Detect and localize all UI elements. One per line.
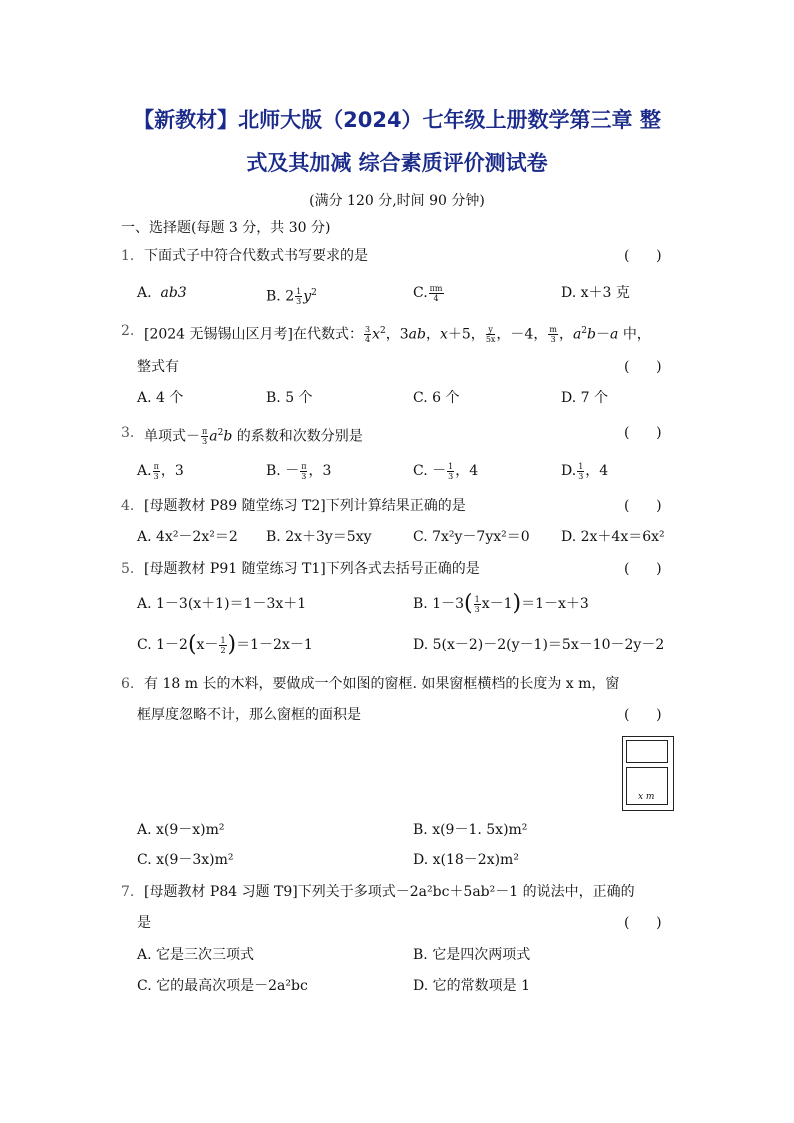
question-5-stem: [母题教材 P91 随堂练习 T1]下列各式去括号正确的是: [144, 561, 480, 577]
answer-blank-4: ( ): [624, 498, 662, 514]
question-1-number: 1.: [121, 248, 135, 264]
question-7-number: 7.: [121, 884, 135, 900]
question-2-number: 2.: [121, 323, 135, 339]
q7-option-d: D. 它的常数项是 1: [413, 978, 530, 994]
question-5-number: 5.: [121, 561, 135, 577]
question-6-stem-continued: 框厚度忽略不计，那么窗框的面积是: [137, 707, 361, 723]
question-7-stem-continued: 是: [137, 915, 151, 931]
answer-blank-6: ( ): [624, 707, 662, 723]
answer-blank-2: ( ): [624, 359, 662, 375]
q3-option-b: B. － $\frac{\pi}{3}$ ，3: [266, 461, 332, 481]
q5-option-d: D. 5(x－2)－2(y－1)＝5x－10－2y－2: [413, 637, 665, 653]
answer-blank-5: ( ): [624, 561, 662, 577]
question-6-number: 6.: [121, 676, 135, 692]
q2-option-b: B. 5 个: [266, 390, 313, 406]
question-4-number: 4.: [121, 498, 135, 514]
q4-option-a: A. 4x²－2x²＝2: [137, 529, 238, 545]
q5-option-c: C. 1－2(x－ $\frac{1}{2}$ )＝1－2x－1: [137, 632, 313, 657]
question-6-stem: 有 18 m 长的木料，要做成一个如图的窗框. 如果窗框横档的长度为 x m，窗: [144, 676, 620, 692]
question-4-stem: [母题教材 P89 随堂练习 T2]下列计算结果正确的是: [144, 498, 466, 514]
q4-option-b: B. 2x＋3y＝5xy: [266, 529, 372, 545]
subtitle: (满分 120 分,时间 90 分钟): [309, 193, 485, 209]
question-3-number: 3.: [121, 425, 135, 441]
window-frame-figure: [622, 736, 674, 811]
question-2-stem: [2024 无锡锡山区月考]在代数式： $\frac{3}{4}$ $x^2$，3ab，x＋5， $\frac{y}{5x}$ ，－4， $\frac{m}{3}$ ，$a^2b-a$ 中，: [144, 325, 651, 345]
q1-option-d: D. x＋3 克: [561, 285, 630, 301]
q3-option-d: D. $\frac{1}{3}$ ，4: [561, 461, 609, 481]
question-3-stem: 单项式－ $\frac{\pi}{3}$ $a^2b$ 的系数和次数分别是: [144, 427, 363, 447]
q2-option-a: A. 4 个: [137, 390, 184, 406]
q2-option-d: D. 7 个: [561, 390, 608, 406]
q5-option-a: A. 1－3(x＋1)＝1－3x＋1: [137, 596, 307, 612]
q4-option-c: C. 7x²y－7yx²＝0: [413, 529, 530, 545]
title-line-1: 【新教材】北师大版（2024）七年级上册数学第三章 整: [133, 108, 661, 132]
q7-option-c: C. 它的最高次项是－2a²bc: [137, 978, 308, 994]
title-line-2: 式及其加减 综合素质评价测试卷: [246, 151, 548, 175]
q6-option-b: B. x(9－1. 5x)m²: [413, 822, 528, 838]
q1-option-b: B. 2 $\frac{1}{3}$ $y^2$: [266, 287, 317, 307]
q6-option-c: C. x(9－3x)m²: [137, 852, 234, 868]
q3-option-a: A. $\frac{\pi}{3}$ ，3: [137, 461, 184, 481]
q4-option-d: D. 2x＋4x＝6x²: [561, 529, 665, 545]
question-2-stem-continued: 整式有: [137, 359, 179, 375]
q1-option-c: C. $\frac{\pi m}{4}$: [413, 283, 443, 303]
answer-blank-3: ( ): [624, 425, 662, 441]
q6-option-a: A. x(9－x)m²: [137, 822, 225, 838]
q7-option-a: A. 它是三次三项式: [137, 947, 255, 963]
figure-label: x m: [638, 792, 655, 802]
answer-blank-7: ( ): [624, 915, 662, 931]
q7-option-b: B. 它是四次两项式: [413, 947, 531, 963]
q5-option-b: B. 1－3( $\frac{1}{3}$ x－1)＝1－x＋3: [413, 591, 589, 616]
q2-option-c: C. 6 个: [413, 390, 460, 406]
window-top-pane: [626, 740, 668, 763]
q3-option-c: C. － $\frac{1}{3}$ ，4: [413, 461, 479, 481]
question-7-stem: [母题教材 P84 习题 T9]下列关于多项式－2a²bc＋5ab²－1 的说法中，正确的: [144, 884, 635, 900]
question-1-stem: 下面式子中符合代数式书写要求的是: [144, 248, 368, 264]
answer-blank-1: ( ): [624, 248, 662, 264]
section-heading: 一、选择题(每题 3 分，共 30 分): [121, 220, 331, 236]
q6-option-d: D. x(18－2x)m²: [413, 852, 519, 868]
q1-option-a: A. ab3: [137, 285, 187, 301]
